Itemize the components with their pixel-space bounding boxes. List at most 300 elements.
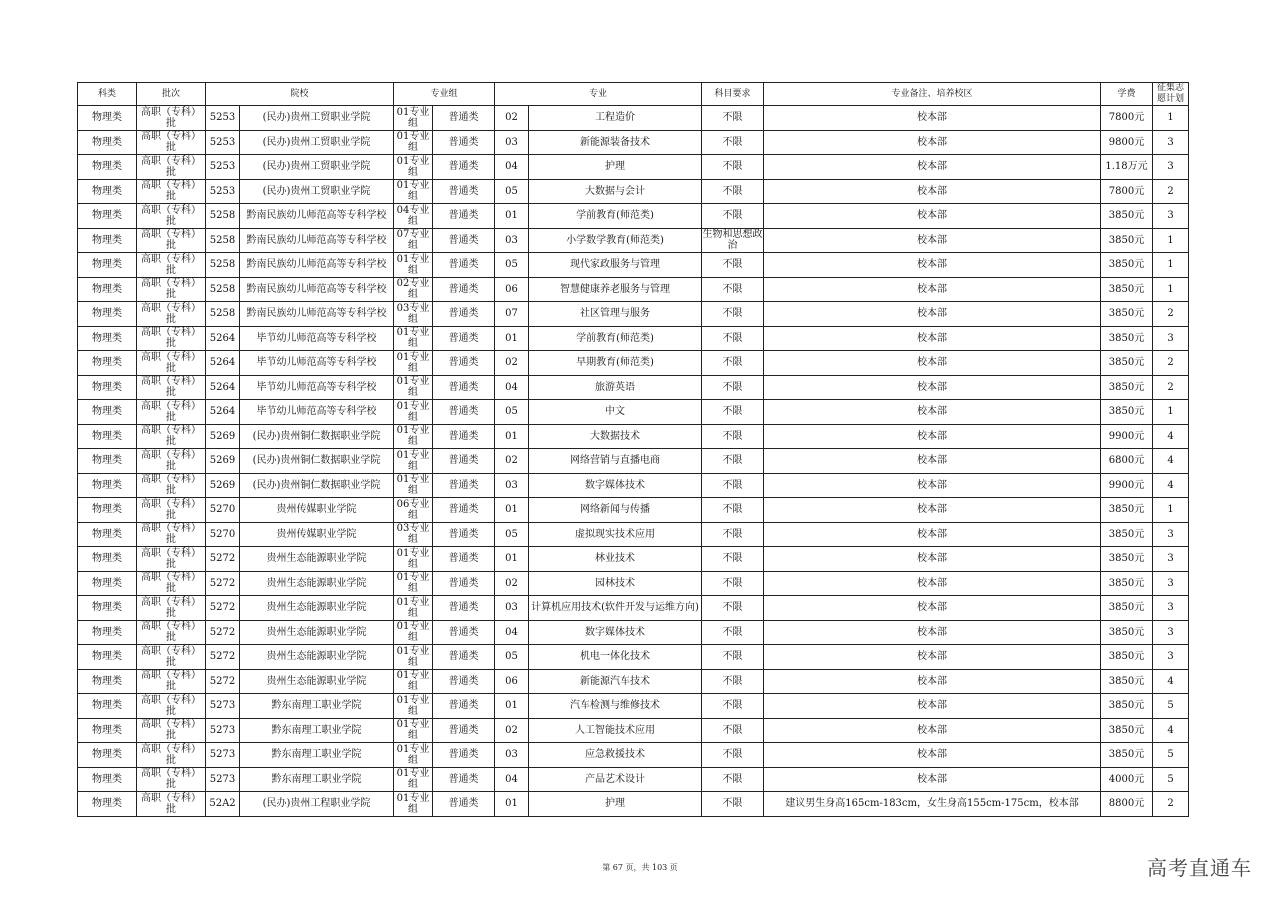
cell-remarks: 校本部 <box>764 522 1101 547</box>
cell-group: 01专业组 <box>394 767 433 792</box>
cell-group-type: 普通类 <box>433 424 495 449</box>
cell-plan: 1 <box>1153 277 1189 302</box>
cell-school-code: 5258 <box>206 253 240 278</box>
cell-plan: 3 <box>1153 522 1189 547</box>
cell-major-code: 01 <box>495 498 529 523</box>
cell-tuition: 3850元 <box>1101 547 1153 572</box>
cell-school-code: 5264 <box>206 400 240 425</box>
cell-plan: 3 <box>1153 645 1189 670</box>
cell-major-name: 早期教育(师范类) <box>529 351 702 376</box>
cell-category: 物理类 <box>78 179 137 204</box>
table-row <box>78 767 1189 792</box>
cell-major-code: 04 <box>495 375 529 400</box>
cell-tuition: 9900元 <box>1101 424 1153 449</box>
cell-tuition: 3850元 <box>1101 743 1153 768</box>
cell-school-code: 5264 <box>206 351 240 376</box>
cell-subject-req: 不限 <box>702 596 764 621</box>
cell-subject-req: 不限 <box>702 645 764 670</box>
table-row <box>78 645 1189 670</box>
cell-batch: 高职（专科）批 <box>137 473 206 498</box>
cell-category: 物理类 <box>78 155 137 180</box>
cell-group-type: 普通类 <box>433 253 495 278</box>
table-row <box>78 473 1189 498</box>
table-row <box>78 351 1189 376</box>
cell-subject-req: 不限 <box>702 424 764 449</box>
table-row <box>78 620 1189 645</box>
cell-remarks: 校本部 <box>764 767 1101 792</box>
table-row <box>78 498 1189 523</box>
cell-subject-req: 不限 <box>702 400 764 425</box>
cell-group-type: 普通类 <box>433 571 495 596</box>
cell-major-code: 05 <box>495 400 529 425</box>
cell-school-name: (民办)贵州工程职业学院 <box>240 792 394 817</box>
cell-school-code: 5253 <box>206 106 240 131</box>
header-subject-req: 科目要求 <box>702 83 764 106</box>
cell-group: 03专业组 <box>394 522 433 547</box>
cell-major-name: 数字媒体技术 <box>529 473 702 498</box>
cell-group-type: 普通类 <box>433 743 495 768</box>
header-tuition: 学费 <box>1101 83 1153 106</box>
cell-major-name: 中文 <box>529 400 702 425</box>
cell-group-type: 普通类 <box>433 547 495 572</box>
cell-school-name: 黔南民族幼儿师范高等专科学校 <box>240 277 394 302</box>
cell-batch: 高职（专科）批 <box>137 792 206 817</box>
cell-group-type: 普通类 <box>433 375 495 400</box>
cell-plan: 1 <box>1153 400 1189 425</box>
cell-major-code: 02 <box>495 571 529 596</box>
table-row <box>78 375 1189 400</box>
cell-batch: 高职（专科）批 <box>137 375 206 400</box>
cell-tuition: 1.18万元 <box>1101 155 1153 180</box>
cell-subject-req: 不限 <box>702 253 764 278</box>
cell-school-name: 黔东南理工职业学院 <box>240 694 394 719</box>
cell-major-code: 02 <box>495 351 529 376</box>
cell-batch: 高职（专科）批 <box>137 228 206 253</box>
cell-major-name: 汽车检测与维修技术 <box>529 694 702 719</box>
cell-batch: 高职（专科）批 <box>137 253 206 278</box>
cell-plan: 1 <box>1153 106 1189 131</box>
table-row <box>78 204 1189 229</box>
cell-tuition: 9900元 <box>1101 473 1153 498</box>
cell-subject-req: 不限 <box>702 620 764 645</box>
cell-group-type: 普通类 <box>433 155 495 180</box>
cell-group: 01专业组 <box>394 645 433 670</box>
cell-tuition: 3850元 <box>1101 498 1153 523</box>
cell-major-code: 01 <box>495 204 529 229</box>
cell-school-name: 黔南民族幼儿师范高等专科学校 <box>240 204 394 229</box>
cell-group: 01专业组 <box>394 253 433 278</box>
cell-category: 物理类 <box>78 669 137 694</box>
cell-plan: 3 <box>1153 620 1189 645</box>
cell-major-name: 网络营销与直播电商 <box>529 449 702 474</box>
cell-remarks: 校本部 <box>764 375 1101 400</box>
cell-remarks: 校本部 <box>764 547 1101 572</box>
cell-school-code: 5272 <box>206 645 240 670</box>
cell-school-code: 5272 <box>206 571 240 596</box>
cell-group: 01专业组 <box>394 718 433 743</box>
cell-group: 01专业组 <box>394 694 433 719</box>
cell-school-name: 贵州生态能源职业学院 <box>240 620 394 645</box>
cell-plan: 3 <box>1153 596 1189 621</box>
cell-school-code: 5258 <box>206 204 240 229</box>
cell-remarks: 校本部 <box>764 106 1101 131</box>
cell-group-type: 普通类 <box>433 669 495 694</box>
cell-subject-req: 不限 <box>702 743 764 768</box>
cell-batch: 高职（专科）批 <box>137 130 206 155</box>
cell-batch: 高职（专科）批 <box>137 596 206 621</box>
cell-school-code: 5272 <box>206 669 240 694</box>
cell-category: 物理类 <box>78 424 137 449</box>
table-row <box>78 277 1189 302</box>
cell-major-code: 03 <box>495 228 529 253</box>
cell-major-name: 小学数学教育(师范类) <box>529 228 702 253</box>
cell-school-name: 黔南民族幼儿师范高等专科学校 <box>240 253 394 278</box>
cell-remarks: 校本部 <box>764 228 1101 253</box>
cell-plan: 3 <box>1153 326 1189 351</box>
cell-school-name: (民办)贵州铜仁数据职业学院 <box>240 424 394 449</box>
cell-category: 物理类 <box>78 351 137 376</box>
cell-major-code: 05 <box>495 645 529 670</box>
cell-plan: 5 <box>1153 743 1189 768</box>
cell-remarks: 校本部 <box>764 498 1101 523</box>
cell-tuition: 6800元 <box>1101 449 1153 474</box>
cell-subject-req: 不限 <box>702 130 764 155</box>
header-batch: 批次 <box>137 83 206 106</box>
cell-subject-req: 不限 <box>702 179 764 204</box>
cell-batch: 高职（专科）批 <box>137 277 206 302</box>
cell-major-name: 护理 <box>529 792 702 817</box>
cell-group-type: 普通类 <box>433 106 495 131</box>
cell-plan: 1 <box>1153 228 1189 253</box>
cell-major-code: 04 <box>495 620 529 645</box>
cell-group-type: 普通类 <box>433 449 495 474</box>
cell-major-name: 园林技术 <box>529 571 702 596</box>
cell-subject-req: 不限 <box>702 498 764 523</box>
cell-subject-req: 生物和思想政治 <box>702 229 763 252</box>
header-remarks: 专业备注、培养校区 <box>764 83 1101 106</box>
cell-plan: 2 <box>1153 179 1189 204</box>
header-school: 院校 <box>206 83 394 106</box>
table-row <box>78 547 1189 572</box>
cell-batch: 高职（专科）批 <box>137 351 206 376</box>
cell-group-type: 普通类 <box>433 277 495 302</box>
cell-group: 01专业组 <box>394 792 433 817</box>
cell-tuition: 3850元 <box>1101 669 1153 694</box>
cell-plan: 1 <box>1153 498 1189 523</box>
cell-plan: 3 <box>1153 204 1189 229</box>
cell-tuition: 4000元 <box>1101 767 1153 792</box>
cell-batch: 高职（专科）批 <box>137 743 206 768</box>
cell-plan: 2 <box>1153 302 1189 327</box>
cell-group: 01专业组 <box>394 424 433 449</box>
page-number: 第 67 页，共 103 页 <box>602 863 678 872</box>
cell-category: 物理类 <box>78 253 137 278</box>
cell-major-name: 大数据与会计 <box>529 179 702 204</box>
table-row <box>78 792 1189 817</box>
cell-group-type: 普通类 <box>433 718 495 743</box>
cell-remarks: 校本部 <box>764 449 1101 474</box>
cell-school-name: 黔南民族幼儿师范高等专科学校 <box>240 302 394 327</box>
cell-school-code: 5264 <box>206 326 240 351</box>
cell-remarks: 校本部 <box>764 302 1101 327</box>
table-row <box>78 155 1189 180</box>
cell-group-type: 普通类 <box>433 767 495 792</box>
table-row <box>78 718 1189 743</box>
cell-group-type: 普通类 <box>433 204 495 229</box>
cell-school-code: 5272 <box>206 596 240 621</box>
cell-plan: 4 <box>1153 718 1189 743</box>
cell-tuition: 3850元 <box>1101 253 1153 278</box>
cell-major-code: 06 <box>495 277 529 302</box>
cell-school-code: 5269 <box>206 473 240 498</box>
cell-category: 物理类 <box>78 106 137 131</box>
table-row <box>78 400 1189 425</box>
cell-subject-req: 不限 <box>702 302 764 327</box>
cell-major-code: 01 <box>495 326 529 351</box>
cell-school-name: 毕节幼儿师范高等专科学校 <box>240 351 394 376</box>
cell-plan: 5 <box>1153 694 1189 719</box>
cell-remarks: 校本部 <box>764 743 1101 768</box>
cell-tuition: 3850元 <box>1101 302 1153 327</box>
cell-school-code: 5253 <box>206 179 240 204</box>
cell-subject-req: 不限 <box>702 351 764 376</box>
cell-plan: 2 <box>1153 792 1189 817</box>
cell-school-name: 贵州传媒职业学院 <box>240 522 394 547</box>
cell-tuition: 3850元 <box>1101 351 1153 376</box>
cell-school-code: 5270 <box>206 498 240 523</box>
cell-major-code: 05 <box>495 253 529 278</box>
cell-batch: 高职（专科）批 <box>137 400 206 425</box>
cell-tuition: 3850元 <box>1101 522 1153 547</box>
cell-school-code: 5272 <box>206 620 240 645</box>
cell-subject-req: 不限 <box>702 449 764 474</box>
cell-remarks: 校本部 <box>764 694 1101 719</box>
cell-category: 物理类 <box>78 473 137 498</box>
cell-major-code: 03 <box>495 130 529 155</box>
cell-batch: 高职（专科）批 <box>137 620 206 645</box>
cell-category: 物理类 <box>78 620 137 645</box>
table-row <box>78 228 1189 253</box>
cell-remarks: 校本部 <box>764 645 1101 670</box>
table-row <box>78 106 1189 131</box>
cell-remarks: 校本部 <box>764 179 1101 204</box>
cell-major-name: 社区管理与服务 <box>529 302 702 327</box>
cell-major-code: 04 <box>495 155 529 180</box>
cell-category: 物理类 <box>78 130 137 155</box>
cell-major-code: 03 <box>495 473 529 498</box>
cell-group-type: 普通类 <box>433 179 495 204</box>
cell-school-name: (民办)贵州工贸职业学院 <box>240 130 394 155</box>
cell-remarks: 校本部 <box>764 326 1101 351</box>
table-row <box>78 596 1189 621</box>
cell-batch: 高职（专科）批 <box>137 302 206 327</box>
cell-subject-req: 不限 <box>702 204 764 229</box>
cell-plan: 4 <box>1153 449 1189 474</box>
cell-major-code: 07 <box>495 302 529 327</box>
cell-group: 02专业组 <box>394 277 433 302</box>
cell-major-code: 05 <box>495 179 529 204</box>
cell-subject-req: 不限 <box>702 547 764 572</box>
cell-batch: 高职（专科）批 <box>137 106 206 131</box>
table-row <box>78 326 1189 351</box>
cell-major-name: 林业技术 <box>529 547 702 572</box>
cell-tuition: 3850元 <box>1101 375 1153 400</box>
cell-remarks: 校本部 <box>764 620 1101 645</box>
cell-subject-req: 不限 <box>702 106 764 131</box>
cell-plan: 3 <box>1153 547 1189 572</box>
cell-group: 01专业组 <box>394 130 433 155</box>
cell-batch: 高职（专科）批 <box>137 449 206 474</box>
cell-school-code: 5273 <box>206 767 240 792</box>
cell-group: 07专业组 <box>394 228 433 253</box>
cell-batch: 高职（专科）批 <box>137 571 206 596</box>
cell-batch: 高职（专科）批 <box>137 718 206 743</box>
table-row <box>78 743 1189 768</box>
cell-plan: 3 <box>1153 571 1189 596</box>
cell-major-name: 学前教育(师范类) <box>529 204 702 229</box>
cell-category: 物理类 <box>78 694 137 719</box>
cell-school-name: 毕节幼儿师范高等专科学校 <box>240 326 394 351</box>
cell-batch: 高职（专科）批 <box>137 547 206 572</box>
cell-category: 物理类 <box>78 792 137 817</box>
cell-group: 01专业组 <box>394 351 433 376</box>
cell-remarks: 校本部 <box>764 130 1101 155</box>
cell-subject-req: 不限 <box>702 718 764 743</box>
watermark: 高考直通车 <box>1147 856 1252 880</box>
cell-major-name: 机电一体化技术 <box>529 645 702 670</box>
cell-group: 01专业组 <box>394 449 433 474</box>
cell-category: 物理类 <box>78 645 137 670</box>
cell-group: 01专业组 <box>394 596 433 621</box>
cell-major-name: 虚拟现实技术应用 <box>529 522 702 547</box>
cell-school-code: 5253 <box>206 155 240 180</box>
cell-group: 01专业组 <box>394 620 433 645</box>
header-major: 专业 <box>495 83 702 106</box>
cell-category: 物理类 <box>78 449 137 474</box>
cell-group: 01专业组 <box>394 155 433 180</box>
cell-category: 物理类 <box>78 204 137 229</box>
cell-major-name: 大数据技术 <box>529 424 702 449</box>
cell-subject-req: 不限 <box>702 694 764 719</box>
cell-major-name: 现代家政服务与管理 <box>529 253 702 278</box>
cell-school-name: (民办)贵州铜仁数据职业学院 <box>240 473 394 498</box>
cell-batch: 高职（专科）批 <box>137 645 206 670</box>
cell-tuition: 3850元 <box>1101 204 1153 229</box>
cell-school-code: 52A2 <box>206 792 240 817</box>
cell-major-code: 05 <box>495 522 529 547</box>
table-header-row <box>78 83 1189 106</box>
cell-subject-req: 不限 <box>702 792 764 817</box>
cell-tuition: 3850元 <box>1101 718 1153 743</box>
cell-plan: 4 <box>1153 669 1189 694</box>
cell-school-code: 5273 <box>206 718 240 743</box>
cell-group-type: 普通类 <box>433 792 495 817</box>
cell-tuition: 3850元 <box>1101 645 1153 670</box>
cell-school-code: 5258 <box>206 277 240 302</box>
cell-batch: 高职（专科）批 <box>137 522 206 547</box>
cell-school-name: 毕节幼儿师范高等专科学校 <box>240 375 394 400</box>
cell-major-name: 旅游英语 <box>529 375 702 400</box>
cell-category: 物理类 <box>78 547 137 572</box>
table-row <box>78 179 1189 204</box>
cell-school-name: 贵州传媒职业学院 <box>240 498 394 523</box>
table-row <box>78 302 1189 327</box>
cell-major-code: 01 <box>495 424 529 449</box>
cell-school-code: 5264 <box>206 375 240 400</box>
cell-batch: 高职（专科）批 <box>137 498 206 523</box>
cell-group-type: 普通类 <box>433 130 495 155</box>
cell-major-code: 01 <box>495 694 529 719</box>
cell-school-name: 黔南民族幼儿师范高等专科学校 <box>240 228 394 253</box>
cell-group-type: 普通类 <box>433 645 495 670</box>
cell-tuition: 3850元 <box>1101 277 1153 302</box>
cell-subject-req: 不限 <box>702 473 764 498</box>
table-row <box>78 449 1189 474</box>
cell-school-name: (民办)贵州工贸职业学院 <box>240 106 394 131</box>
cell-major-code: 03 <box>495 743 529 768</box>
cell-group: 01专业组 <box>394 179 433 204</box>
cell-plan: 3 <box>1153 155 1189 180</box>
header-category: 科类 <box>78 83 137 106</box>
cell-school-name: (民办)贵州铜仁数据职业学院 <box>240 449 394 474</box>
cell-category: 物理类 <box>78 718 137 743</box>
cell-school-name: 黔东南理工职业学院 <box>240 718 394 743</box>
cell-subject-req: 不限 <box>702 155 764 180</box>
cell-school-name: 贵州生态能源职业学院 <box>240 571 394 596</box>
cell-major-code: 06 <box>495 669 529 694</box>
cell-major-name: 学前教育(师范类) <box>529 326 702 351</box>
cell-major-name: 新能源装备技术 <box>529 130 702 155</box>
cell-group: 04专业组 <box>394 204 433 229</box>
table-row <box>78 669 1189 694</box>
cell-major-name: 智慧健康养老服务与管理 <box>529 277 702 302</box>
cell-category: 物理类 <box>78 375 137 400</box>
cell-tuition: 8800元 <box>1101 792 1153 817</box>
cell-major-code: 02 <box>495 449 529 474</box>
cell-remarks: 校本部 <box>764 596 1101 621</box>
cell-school-code: 5253 <box>206 130 240 155</box>
cell-school-name: 黔东南理工职业学院 <box>240 743 394 768</box>
cell-school-name: 贵州生态能源职业学院 <box>240 547 394 572</box>
cell-tuition: 3850元 <box>1101 400 1153 425</box>
cell-school-name: 贵州生态能源职业学院 <box>240 596 394 621</box>
cell-plan: 2 <box>1153 351 1189 376</box>
header-group: 专业组 <box>394 83 495 106</box>
cell-group: 01专业组 <box>394 400 433 425</box>
cell-group-type: 普通类 <box>433 620 495 645</box>
cell-major-code: 02 <box>495 106 529 131</box>
cell-tuition: 3850元 <box>1101 326 1153 351</box>
cell-major-name: 数字媒体技术 <box>529 620 702 645</box>
cell-group: 01专业组 <box>394 743 433 768</box>
cell-major-code: 04 <box>495 767 529 792</box>
cell-plan: 3 <box>1153 130 1189 155</box>
cell-category: 物理类 <box>78 277 137 302</box>
cell-school-code: 5269 <box>206 449 240 474</box>
cell-group-type: 普通类 <box>433 498 495 523</box>
cell-major-name: 网络新闻与传播 <box>529 498 702 523</box>
cell-batch: 高职（专科）批 <box>137 694 206 719</box>
cell-remarks: 校本部 <box>764 473 1101 498</box>
cell-group-type: 普通类 <box>433 302 495 327</box>
cell-school-name: 毕节幼儿师范高等专科学校 <box>240 400 394 425</box>
cell-batch: 高职（专科）批 <box>137 326 206 351</box>
cell-category: 物理类 <box>78 767 137 792</box>
cell-major-name: 计算机应用技术(软件开发与运维方向) <box>529 596 702 621</box>
cell-group-type: 普通类 <box>433 400 495 425</box>
cell-school-code: 5272 <box>206 547 240 572</box>
cell-plan: 1 <box>1153 253 1189 278</box>
